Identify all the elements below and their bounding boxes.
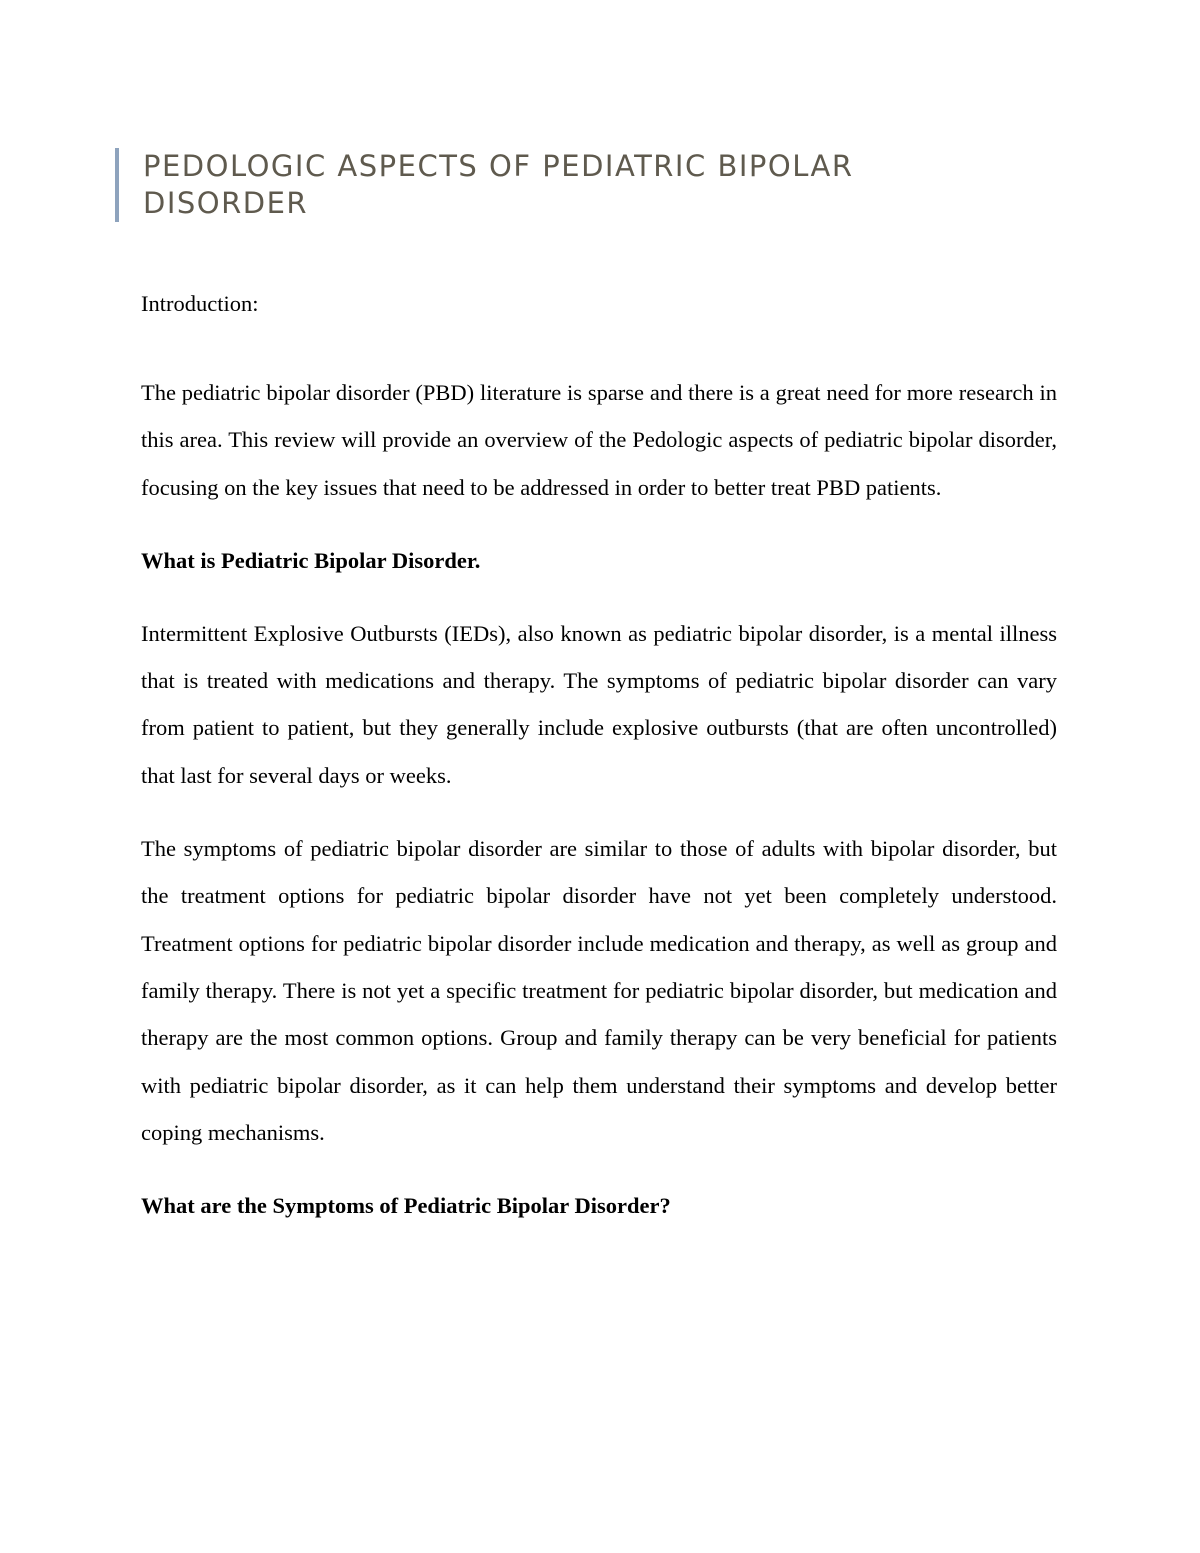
- document-body: [141, 280, 1057, 1255]
- section1-paragraph-1: Intermittent Explosive Outbursts (IEDs), also known as pediatric bipolar disorder, is a mental illness that is treated with medications and therapy. The symptoms of pediatric bipolar disorder can vary from patient to patient, but they generally include explosive outbursts (that are often uncontrolled) that last for several days or weeks.: [141, 620, 1057, 788]
- section-heading-symptoms: What are the Symptoms of Pediatric Bipolar Disorder?: [141, 1193, 671, 1219]
- intro-label: Introduction:: [141, 291, 259, 316]
- section-heading-what-is: What is Pediatric Bipolar Disorder.: [141, 547, 481, 573]
- title-block: [115, 148, 1003, 222]
- intro-paragraph: The pediatric bipolar disorder (PBD) literature is sparse and there is a great need for more research in this area. This review will provide an overview of the Pedologic aspects of pediatric bipolar disorder, focusing on the key issues that need to be addressed in order to better treat PBD patients.: [141, 380, 1057, 500]
- section1-paragraph-2: The symptoms of pediatric bipolar disorder are similar to those of adults with bipolar disorder, but the treatment options for pediatric bipolar disorder have not yet been completely understood. Treatment options for pediatric bipolar disorder include medication and therapy, as well as group and family therapy. There is not yet a specific treatment for pediatric bipolar disorder, but medication and therapy are the most common options. Group and family therapy can be very beneficial for patients with pediatric bipolar disorder, as it can help them understand their symptoms and develop better coping mechanisms.: [141, 836, 1057, 1145]
- document-title: PEDOLOGIC ASPECTS OF PEDIATRIC BIPOLAR DISORDER: [143, 149, 854, 220]
